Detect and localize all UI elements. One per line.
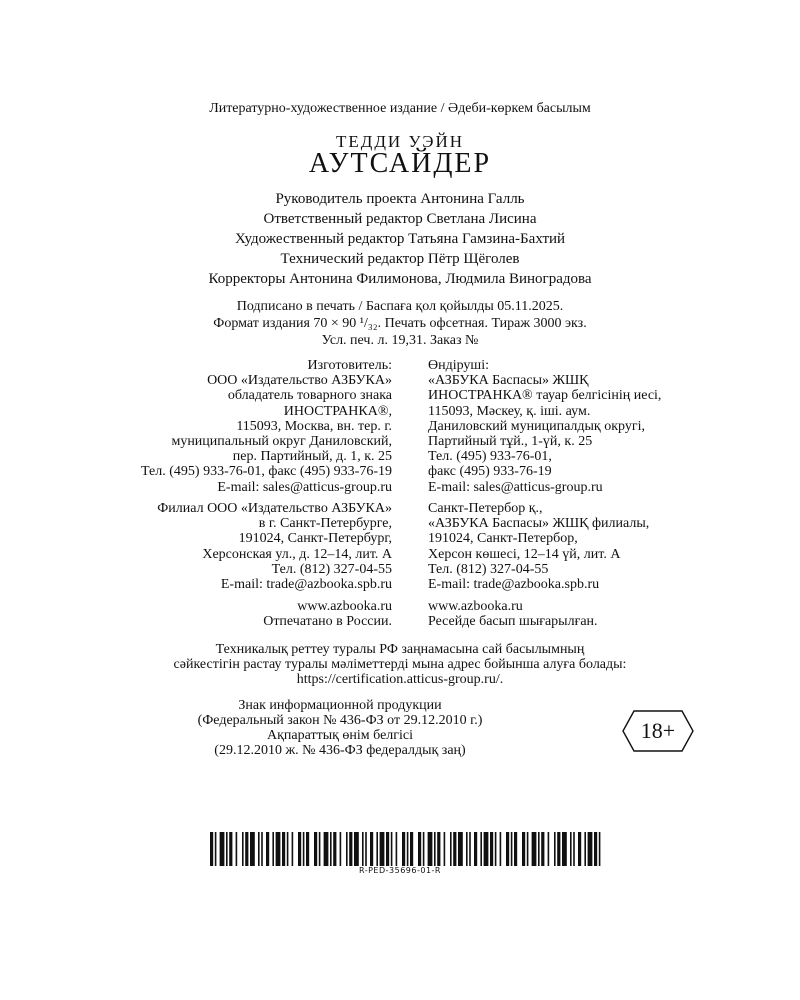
barcode-bar bbox=[362, 832, 364, 866]
barcode-bar bbox=[242, 832, 244, 866]
barcode-bar bbox=[538, 832, 540, 866]
barcode-bar bbox=[428, 832, 433, 866]
barcode-bar bbox=[306, 832, 309, 866]
barcode-bar bbox=[340, 832, 342, 866]
barcode-bar bbox=[578, 832, 581, 866]
website-link: www.azbooka.ru bbox=[297, 599, 392, 614]
print-info-line: Подписано в печать / Баспаға қол қойылды 05.11.2025. bbox=[236, 299, 564, 314]
barcode-bar bbox=[314, 832, 317, 866]
info-product-line: (29.12.2010 ж. № 436-ФЗ федералдық заң) bbox=[214, 743, 466, 758]
manufacturer-left-line: 115093, Москва, вн. тер. г. bbox=[236, 418, 392, 434]
manufacturer-left bbox=[141, 358, 392, 495]
barcode-bar bbox=[370, 832, 373, 866]
barcode-bar bbox=[349, 832, 352, 866]
manufacturer-right-line: E-mail: sales@atticus-group.ru bbox=[428, 479, 603, 495]
manufacturer-right-line: ИНОСТРАНКА® тауар белгісінің иесі, bbox=[428, 388, 662, 404]
branch-left-line: Филиал ООО «Издательство АЗБУКА» bbox=[157, 501, 392, 516]
barcode-bar bbox=[319, 832, 321, 866]
branch-right-line: «АЗБУКА Баспасы» ЖШҚ филиалы, bbox=[428, 516, 650, 532]
barcode-bar bbox=[396, 832, 398, 866]
certification-line: сәйкестігін растау туралы мәліметтерді мына адрес бойынша алуға болады: bbox=[173, 657, 627, 672]
barcode-bar bbox=[324, 832, 329, 866]
staff-line: Художественный редактор Татьяна Гамзина-Бахтий bbox=[234, 231, 566, 247]
barcode-bar bbox=[466, 832, 468, 866]
branch-left-line: E-mail: trade@azbooka.spb.ru bbox=[220, 577, 392, 593]
barcode-bar bbox=[407, 832, 409, 866]
barcode-bar bbox=[287, 832, 289, 866]
barcode-bar bbox=[532, 832, 537, 866]
staff-line: Руководитель проекта Антонина Галль bbox=[275, 191, 525, 207]
barcode-bar bbox=[437, 832, 440, 866]
website-right bbox=[428, 599, 598, 629]
branch-left-line: Тел. (812) 327-04-55 bbox=[271, 561, 392, 577]
print-info-line: Формат издания 70 × 90 ¹/₃₂. Печать офсетная. Тираж 3000 экз. bbox=[213, 316, 587, 331]
barcode-bar bbox=[599, 832, 601, 866]
manufacturer-right bbox=[428, 358, 661, 495]
manufacturer-right-line: факс (495) 933-76-19 bbox=[428, 464, 552, 480]
manufacturer-right-line: Өндіруші: bbox=[428, 358, 489, 373]
info-product-line: Знак информационной продукции bbox=[238, 698, 442, 713]
info-product-line: (Федеральный закон № 436-ФЗ от 29.12.2010 г.) bbox=[197, 713, 483, 728]
barcode-bar bbox=[330, 832, 332, 866]
edition-type: Литературно-художественное издание / Әдеби-көркем басылым bbox=[209, 101, 591, 116]
manufacturer-left-line: муниципальный округ Даниловский, bbox=[171, 434, 392, 450]
barcode-bar bbox=[423, 832, 425, 866]
barcode-bar bbox=[282, 832, 285, 866]
staff-line: Ответственный редактор Светлана Лисина bbox=[263, 211, 537, 227]
barcode-bar bbox=[386, 832, 389, 866]
branch-right-line: 191024, Санкт-Петербор, bbox=[428, 531, 578, 547]
barcode-bar bbox=[365, 832, 367, 866]
barcode-bar bbox=[226, 832, 228, 866]
branch-left bbox=[157, 501, 392, 592]
print-info-line: Усл. печ. л. 19,31. Заказ № bbox=[321, 333, 479, 348]
info-product-line: Ақпараттық өнім белгісі bbox=[266, 728, 414, 743]
barcode-bar bbox=[276, 832, 281, 866]
barcode-bar bbox=[511, 832, 513, 866]
manufacturer-left-line: обладатель товарного знака bbox=[227, 388, 392, 404]
barcode-bar bbox=[402, 832, 405, 866]
barcode-bar bbox=[236, 832, 238, 866]
printed-in-note: Отпечатано в России. bbox=[263, 614, 392, 630]
barcode bbox=[210, 832, 602, 866]
barcode-bar bbox=[562, 832, 567, 866]
manufacturer-left-line: E-mail: sales@atticus-group.ru bbox=[217, 479, 392, 495]
manufacturer-left-line: ИНОСТРАНКА®, bbox=[283, 403, 392, 419]
barcode-bar bbox=[490, 832, 493, 866]
age-rating-badge bbox=[622, 710, 694, 752]
branch-left-line: 191024, Санкт-Петербург, bbox=[238, 531, 392, 547]
barcode-bar bbox=[573, 832, 575, 866]
website-left bbox=[263, 599, 392, 629]
barcode-bar bbox=[418, 832, 421, 866]
barcode-bar bbox=[210, 832, 213, 866]
barcode-bar bbox=[506, 832, 509, 866]
barcode-bar bbox=[474, 832, 477, 866]
barcode-text: R-PED-35696-01-R bbox=[358, 866, 441, 875]
barcode-bar bbox=[570, 832, 572, 866]
barcode-bar bbox=[514, 832, 517, 866]
barcode-bar bbox=[391, 832, 393, 866]
certification-url: https://certification.atticus-group.ru/. bbox=[296, 672, 504, 687]
branch-right-line: E-mail: trade@azbooka.spb.ru bbox=[428, 577, 600, 593]
staff-line: Корректоры Антонина Филимонова, Людмила Виноградова bbox=[208, 271, 592, 287]
barcode-bar bbox=[480, 832, 482, 866]
book-title: АУТСАЙДЕР bbox=[308, 148, 492, 179]
barcode-bar bbox=[594, 832, 597, 866]
manufacturer-right-line: Партийный тұй., 1-үй, к. 25 bbox=[428, 434, 593, 450]
barcode-bar bbox=[410, 832, 413, 866]
barcode-bar bbox=[444, 832, 446, 866]
barcode-bar bbox=[453, 832, 456, 866]
barcode-bar bbox=[541, 832, 544, 866]
manufacturer-left-line: пер. Партийный, д. 1, к. 25 bbox=[232, 449, 392, 465]
printed-in-note: Ресейде басып шығарылған. bbox=[428, 614, 598, 630]
barcode-bar bbox=[450, 832, 452, 866]
certification-line: Техникалық реттеу туралы РФ заңнамасына сай басылымның bbox=[215, 642, 585, 657]
barcode-bar bbox=[500, 832, 502, 866]
barcode-bar bbox=[346, 832, 348, 866]
branch-right-line: Тел. (812) 327-04-55 bbox=[428, 561, 549, 577]
branch-right bbox=[428, 501, 649, 592]
barcode-bar bbox=[261, 832, 263, 866]
barcode-bar bbox=[434, 832, 436, 866]
manufacturer-right-line: Даниловский муниципалдық округі, bbox=[428, 418, 645, 434]
manufacturer-right-line: 115093, Мәскеу, қ. ішi. аум. bbox=[428, 403, 591, 419]
branch-left-line: в г. Санкт-Петербурге, bbox=[258, 516, 392, 532]
barcode-bar bbox=[333, 832, 336, 866]
branch-right-line: Херсон көшесі, 12–14 үй, лит. А bbox=[428, 546, 621, 562]
website-link: www.azbooka.ru bbox=[428, 599, 523, 614]
barcode-bar bbox=[380, 832, 385, 866]
barcode-bar bbox=[495, 832, 497, 866]
barcode-bar bbox=[245, 832, 248, 866]
barcode-bar bbox=[354, 832, 359, 866]
barcode-bar bbox=[298, 832, 301, 866]
barcode-bar bbox=[548, 832, 550, 866]
barcode-bar bbox=[229, 832, 232, 866]
branch-right-line: Санкт-Петербор қ., bbox=[428, 501, 543, 516]
barcode-bar bbox=[469, 832, 471, 866]
barcode-bar bbox=[484, 832, 489, 866]
manufacturer-left-line: Тел. (495) 933-76-01, факс (495) 933-76-19 bbox=[141, 464, 392, 480]
manufacturer-left-line: ООО «Издательство АЗБУКА» bbox=[207, 373, 392, 389]
barcode-bar bbox=[292, 832, 294, 866]
barcode-bar bbox=[376, 832, 378, 866]
barcode-bar bbox=[220, 832, 225, 866]
barcode-bar bbox=[527, 832, 529, 866]
author-name: ТЕДДИ УЭЙН bbox=[335, 132, 465, 151]
barcode-bar bbox=[215, 832, 217, 866]
barcode-bar bbox=[258, 832, 260, 866]
manufacturer-right-line: «АЗБУКА Баспасы» ЖШҚ bbox=[428, 373, 589, 389]
manufacturer-right-line: Тел. (495) 933-76-01, bbox=[428, 449, 552, 465]
barcode-bar bbox=[522, 832, 525, 866]
barcode-bar bbox=[266, 832, 269, 866]
barcode-bar bbox=[557, 832, 560, 866]
barcode-bar bbox=[554, 832, 556, 866]
age-rating-text: 18+ bbox=[640, 718, 676, 743]
barcode-bar bbox=[458, 832, 463, 866]
barcode-bar bbox=[584, 832, 586, 866]
barcode-bar bbox=[303, 832, 305, 866]
manufacturer-left-line: Изготовитель: bbox=[307, 358, 392, 373]
barcode-bar bbox=[250, 832, 255, 866]
barcode-bar bbox=[272, 832, 274, 866]
barcode-bar bbox=[588, 832, 593, 866]
staff-line: Технический редактор Пётр Щёголев bbox=[280, 251, 520, 267]
branch-left-line: Херсонская ул., д. 12–14, лит. А bbox=[202, 546, 392, 562]
